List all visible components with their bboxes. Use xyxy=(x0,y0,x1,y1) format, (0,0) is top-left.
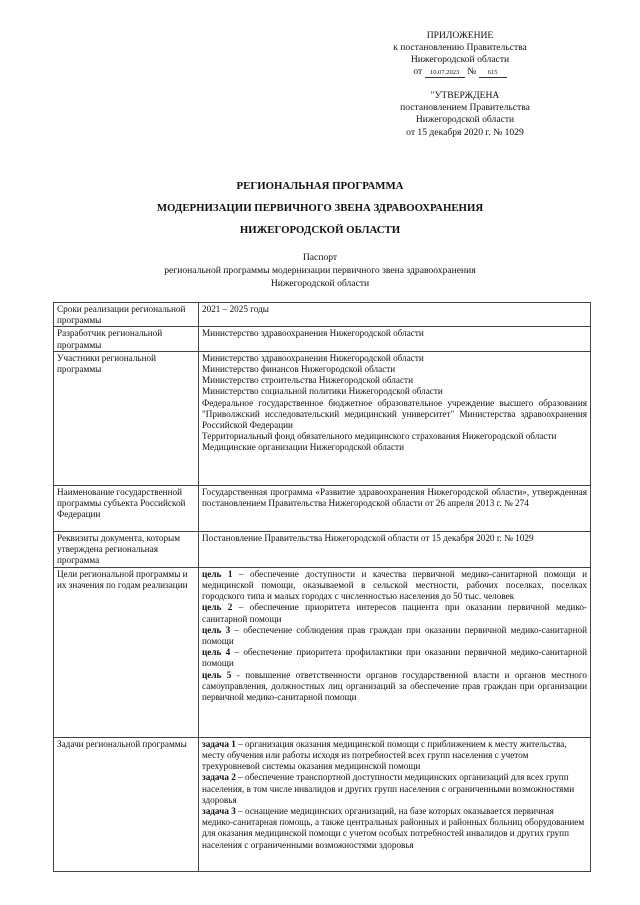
row-value: Постановление Правительства Нижегородской области от 15 декабря 2020 г. № 1029 xyxy=(199,531,591,567)
goal-label: цель 3 xyxy=(202,624,231,635)
table-row xyxy=(54,351,591,485)
goals-list xyxy=(199,567,591,737)
row-label: Задачи региональной программы xyxy=(54,737,199,871)
tasks-list xyxy=(199,737,591,871)
goal-text: - повышение ответственности органов государственной власти и органов местного самоуправления, должностных лиц организаций за обеспечение прав граждан при организации первичной медико-санитарной помощи xyxy=(202,669,587,703)
passport-heading-line1: Паспорт xyxy=(302,252,338,263)
appendix-title: ПРИЛОЖЕНИЕ xyxy=(426,30,494,41)
approved-block xyxy=(385,90,545,139)
row-label: Разработчик региональной программы xyxy=(54,327,199,351)
table-row xyxy=(54,303,591,327)
appendix-date: 10.07.2023 xyxy=(425,69,465,78)
goal-label: цель 5 xyxy=(202,669,232,680)
table-row xyxy=(54,737,591,871)
appendix-number: 615 xyxy=(479,69,507,78)
list-item xyxy=(202,772,587,806)
appendix-line2: Нижегородской области xyxy=(410,54,510,65)
list-item xyxy=(202,647,587,669)
table-row xyxy=(54,485,591,531)
task-text: – организация оказания медицинской помощи с приближением к месту жительства, месту обучения или работы исходя из потребностей всех групп населения с учетом трехуровневой системы оказания медицинской помощи xyxy=(202,738,567,772)
goal-label: цель 4 xyxy=(202,647,231,658)
appendix-line1: к постановлению Правительства xyxy=(393,42,527,53)
row-label: Наименование государственной программы субъекта Российской Федерации xyxy=(54,485,199,531)
appendix-number-prefix: № xyxy=(467,66,477,77)
list-item: Медицинские организации Нижегородской области xyxy=(202,442,404,453)
appendix-block xyxy=(380,30,540,78)
row-value: 2021 – 2025 годы xyxy=(199,303,591,327)
goal-text: – обеспечение соблюдения прав граждан при оказании первичной медико-санитарной помощи xyxy=(202,624,588,647)
goal-label: цель 2 xyxy=(202,602,233,613)
list-item xyxy=(202,602,587,624)
goal-text: – обеспечение приоритета профилактики при оказании первичной медико-санитарной помощи xyxy=(202,647,587,669)
participants-list xyxy=(199,351,591,485)
table-row xyxy=(54,327,591,351)
list-item: Территориальный фонд обязательного медицинского страхования Нижегородской области xyxy=(202,431,557,442)
program-title-line2: МОДЕРНИЗАЦИИ ПЕРВИЧНОГО ЗВЕНА ЗДРАВООХРАНЕНИЯ xyxy=(156,202,484,214)
row-label: Цели региональной программы и их значения по годам реализации xyxy=(54,567,199,737)
list-item: Министерство финансов Нижегородской области xyxy=(202,364,396,375)
list-item: Федеральное государственное бюджетное образовательное учреждение высшего образования "Приволжский исследовательский медицинский университет" Министерства здравоохранения Российской Федерации xyxy=(202,397,587,431)
row-value: Государственная программа «Развитие здравоохранения Нижегородской области», утвержденная постановлением Правительства Нижегородской области от 26 апреля 2013 г. № 274 xyxy=(199,485,591,531)
passport-heading xyxy=(0,252,640,290)
row-label: Участники региональной программы xyxy=(54,351,199,485)
list-item: Министерство социальной политики Нижегородской области xyxy=(202,386,443,397)
appendix-date-prefix: от xyxy=(413,66,423,77)
program-title-line1: РЕГИОНАЛЬНАЯ ПРОГРАММА xyxy=(236,180,404,192)
task-text: – обеспечение транспортной доступности медицинских организаций для всех групп населения, в том числе инвалидов и других групп населения с ограниченными возможностями здоровья xyxy=(202,772,575,805)
program-title xyxy=(0,179,640,245)
list-item xyxy=(202,569,587,603)
approved-line3: от 15 декабря 2020 г. № 1029 xyxy=(406,126,524,138)
passport-table xyxy=(53,302,591,872)
list-item xyxy=(202,739,587,773)
list-item xyxy=(202,625,587,647)
goal-text: – обеспечение приоритета интересов пациента при оказании первичной медико-санитарной помощи xyxy=(202,602,587,624)
row-value: Министерство здравоохранения Нижегородской области xyxy=(199,327,591,351)
approved-line2: Нижегородской области xyxy=(415,114,515,126)
task-label: задача 2 xyxy=(202,772,236,783)
approved-line1: постановлением Правительства xyxy=(400,102,530,114)
table-row xyxy=(54,531,591,567)
passport-heading-line2: региональной программы модернизации первичного звена здравоохранения xyxy=(164,264,476,276)
list-item xyxy=(202,806,587,851)
row-label: Реквизиты документа, которым утверждена региональная программа xyxy=(54,531,199,567)
task-label: задача 3 xyxy=(202,806,236,817)
list-item xyxy=(202,670,587,704)
table-row xyxy=(54,567,591,737)
program-title-line3: НИЖЕГОРОДСКОЙ ОБЛАСТИ xyxy=(239,224,401,236)
task-text: – оснащение медицинских организаций, на базе которых оказывается первичная медико-санитарная помощь, а также центральных районных и районных больниц оборудованием для оказания медицинской помощи с учетом особых потребностей инвалидов и других групп населения с ограниченными возможностями здоровья xyxy=(202,806,585,850)
goal-label: цель 1 xyxy=(202,568,233,579)
goal-text: – обеспечение доступности и качества первичной медико-санитарной помощи и медицинской помощи, оказываемой в сельской местности, рабочих поселках, поселках городского типа и малых городах с численностью населения до 50 тыс. человек xyxy=(202,568,587,602)
task-label: задача 1 xyxy=(202,738,236,749)
row-label: Сроки реализации региональной программы xyxy=(54,303,199,327)
list-item: Министерство здравоохранения Нижегородской области xyxy=(202,352,424,363)
list-item: Министерство строительства Нижегородской области xyxy=(202,375,413,386)
appendix-date-line xyxy=(380,66,540,78)
passport-heading-line3: Нижегородской области xyxy=(270,277,370,289)
approved-title: "УТВЕРЖДЕНА xyxy=(430,90,500,101)
